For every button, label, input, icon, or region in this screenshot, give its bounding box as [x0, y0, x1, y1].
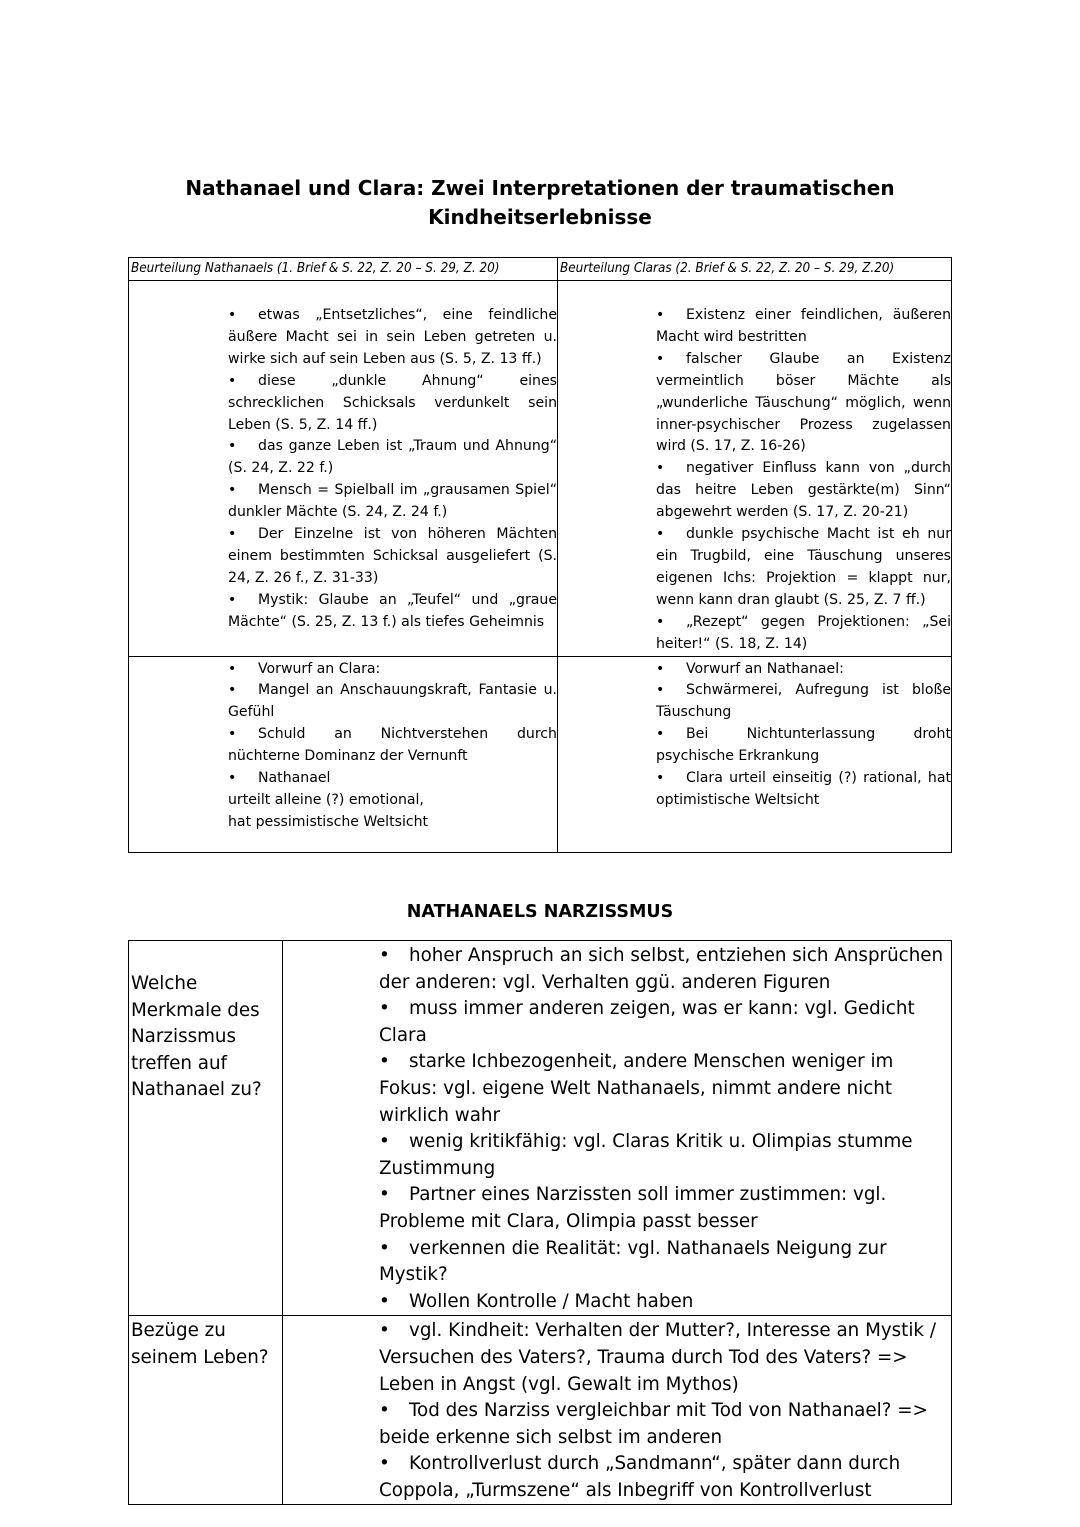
interpretation-table: [128, 257, 952, 853]
clara-beliefs-cell: [558, 281, 952, 657]
accusations-row: [129, 656, 952, 852]
list-item: • starke Ichbezogenheit, andere Menschen weniger im Fokus: vgl. eigene Welt Nathanaels, nimmt andere nicht wirklich wahr: [379, 1051, 894, 1126]
section-heading: NATHANAELS NARZISSMUS: [406, 902, 674, 922]
life-answers: [283, 1316, 952, 1505]
beliefs-row: [129, 281, 952, 657]
header-row: [129, 258, 952, 281]
header-nathanael: Beurteilung Nathanaels (1. Brief & S. 22, Z. 20 – S. 29, Z. 20): [129, 258, 558, 281]
list-item: • Nathanael: [228, 770, 331, 787]
traits-answers: [283, 941, 952, 1316]
list-item: • hoher Anspruch an sich selbst, entziehen sich Ansprüchen der anderen: vgl. Verhalten ggü. anderen Figuren: [379, 945, 944, 993]
list-item: • Mangel an Anschauungskraft, Fantasie u. Gefühl: [228, 682, 557, 721]
title-line-1: Nathanael und Clara: Zwei Interpretationen der traumatischen: [185, 176, 895, 200]
traits-question: Welche Merkmale des Narzissmus treffen auf Nathanael zu?: [129, 941, 283, 1316]
list-item: • Der Einzelne ist von höheren Mächten einem bestimmten Schicksal ausgeliefert (S. 24, Z. 26 f., Z. 31-33): [228, 526, 557, 586]
list-item: • etwas „Entsetzliches“, eine feindliche äußere Macht sei in sein Leben getreten u. wirke sich auf sein Leben aus (S. 5, Z. 13 ff.): [228, 307, 557, 367]
list-item: • Existenz einer feindlichen, äußeren Macht wird bestritten: [656, 307, 951, 345]
title-line-2: Kindheitserlebnisse: [428, 205, 652, 229]
list-item: • Mensch = Spielball im „grausamen Spiel“ dunkler Mächte (S. 24, Z. 24 f.): [228, 482, 557, 521]
list-item: • dunkle psychische Macht ist eh nur ein Trugbild, eine Täuschung unseres eigenen Ichs: Projektion = klappt nur, wenn kann dran glaubt (S. 25, Z. 7 ff.): [656, 526, 951, 608]
list-item: • das ganze Leben ist „Traum und Ahnung“ (S. 24, Z. 22 f.): [228, 438, 557, 477]
list-item: • falscher Glaube an Existenz vermeintlich böser Mächte als „wunderliche Täuschung“ möglich, wenn inner-psychischer Prozess zugelassen wird (S. 17, Z. 16-26): [656, 350, 951, 455]
document-title: [130, 174, 950, 232]
list-item: • wenig kritikfähig: vgl. Claras Kritik u. Olimpias stumme Zustimmung: [379, 1131, 913, 1179]
list-item: • Vorwurf an Nathanael:: [656, 660, 844, 677]
life-references-row: [129, 1316, 952, 1505]
life-question: Bezüge zu seinem Leben?: [129, 1316, 283, 1505]
list-item: • vgl. Kindheit: Verhalten der Mutter?, Interesse an Mystik / Versuchen des Vaters?, Trauma durch Tod des Vaters? => Leben in Angst (vgl. Gewalt im Mythos): [379, 1320, 936, 1395]
list-item: • muss immer anderen zeigen, was er kann: vgl. Gedicht Clara: [379, 998, 915, 1046]
list-item: • diese „dunkle Ahnung“ eines schrecklichen Schicksals verdunkelt sein Leben (S. 5, Z. 14 ff.): [228, 372, 557, 433]
list-item: • Tod des Narziss vergleichbar mit Tod von Nathanael? => beide erkenne sich selbst im anderen: [379, 1400, 928, 1448]
list-item: • Bei Nichtunterlassung droht psychische Erkrankung: [656, 726, 951, 765]
list-item: • Mystik: Glaube an „Teufel“ und „graue Mächte“ (S. 25, Z. 13 f.) als tiefes Geheimnis: [228, 591, 557, 630]
list-item: • negativer Einfluss kann von „durch das heitre Leben gestärkte(m) Sinn“ abgewehrt werden (S. 17, Z. 20-21): [656, 460, 951, 521]
list-item: • Schuld an Nichtverstehen durch nüchterne Dominanz der Vernunft: [228, 726, 557, 765]
header-clara: Beurteilung Claras (2. Brief & S. 22, Z. 20 – S. 29, Z.20): [558, 258, 952, 281]
list-item: • Wollen Kontrolle / Macht haben: [379, 1290, 694, 1312]
list-item: • Schwärmerei, Aufregung ist bloße Täuschung: [656, 682, 951, 721]
narcissism-table: [128, 940, 952, 1505]
list-item-continuation: urteilt alleine (?) emotional, hat pessimistische Weltsicht: [228, 791, 429, 830]
nathanael-beliefs-cell: [129, 281, 558, 657]
list-item: • verkennen die Realität: vgl. Nathanaels Neigung zur Mystik?: [379, 1237, 887, 1286]
nathanael-accusations-cell: [129, 656, 558, 852]
list-item: • Vorwurf an Clara:: [228, 660, 381, 677]
list-item: • „Rezept“ gegen Projektionen: „Sei heiter!“ (S. 18, Z. 14): [656, 613, 951, 652]
list-item: • Clara urteil einseitig (?) rational, hat optimistische Weltsicht: [656, 770, 951, 808]
traits-row: [129, 941, 952, 1316]
list-item: • Partner eines Narzissten soll immer zustimmen: vgl. Probleme mit Clara, Olimpia passt besser: [379, 1184, 887, 1232]
clara-accusations-cell: [558, 656, 952, 852]
list-item: • Kontrollverlust durch „Sandmann“, später dann durch Coppola, „Turmszene“ als Inbegriff von Kontrollverlust: [379, 1453, 901, 1501]
